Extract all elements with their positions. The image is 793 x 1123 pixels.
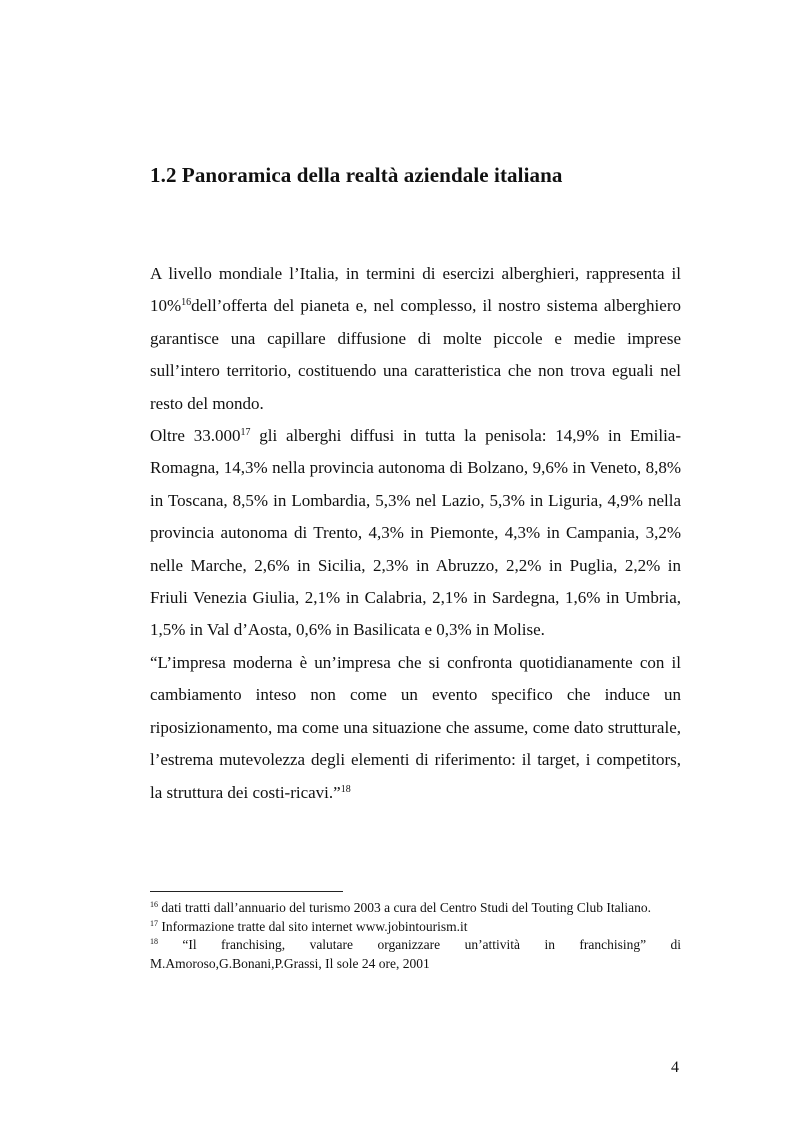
paragraph-2-text-b: gli alberghi diffusi in tutta la penisola: 14,9% in Emilia-Romagna, 14,3% nella provincia autonoma di Bolzano, 9,6% in Veneto, 8,8% in Toscana, 8,5% in Lombardia, 5,3% nel Lazio, 5,3% in Liguria, 4,9% nella provincia autonoma di Trento, 4,3% in Piemonte, 4,3% in Campania, 3,2% nelle Marche, 2,6% in Sicilia, 2,3% in Abruzzo, 2,2% in Puglia, 2,2% in Friuli Venezia Giulia, 2,1% in Calabria, 2,1% in Sardegna, 1,6% in Umbria, 1,5% in Val d’Aosta, 0,6% in Basilicata e 0,3% in Molise. — [150, 426, 681, 640]
footnote-16 — [150, 899, 681, 918]
footnote-text: Informazione tratte dal sito internet www.jobintourism.it — [158, 918, 468, 934]
paragraph-3-text: “L’impresa moderna è un’impresa che si confronta quotidianamente con il cambiamento inteso non come un evento specifico che induce un riposizionamento, ma come una situazione che assume, come dato strutturale, l’estrema mutevolezza degli elementi di riferimento: il target, i competitors, la struttura dei costi-ricavi.” — [150, 652, 681, 802]
footnote-ref-18: 18 — [340, 783, 351, 795]
page-number: 4 — [671, 1059, 679, 1076]
paragraph-1-text-a: A livello mondiale l’Italia, in termini di esercizi alberghieri, rappresenta il 10% — [150, 264, 681, 316]
paragraph-2-text-a: Oltre 33.000 — [150, 426, 241, 446]
footnote-text: “Il franchising, valutare organizzare un’attività in franchising” di M.Amoroso,G.Bonani,P.Grassi, Il sole 24 ore, 2001 — [150, 937, 681, 971]
footnote-text: dati tratti dall’annuario del turismo 2003 a cura del Centro Studi del Touting Club Italiano. — [158, 900, 651, 915]
section-heading: 1.2 Panoramica della realtà aziendale italiana — [150, 163, 563, 187]
footnote-18 — [150, 936, 681, 973]
footnote-ref-16: 16 — [181, 297, 192, 309]
footnote-divider — [150, 891, 343, 892]
paragraph-2 — [150, 420, 681, 647]
footnote-ref-17: 17 — [240, 427, 251, 439]
footnotes — [150, 899, 681, 973]
paragraph-1-text-b: dell’offerta del pianeta e, nel complesso, il nostro sistema alberghiero garantisce una capillare diffusione di molte piccole e medie imprese sull’intero territorio, costituendo una caratteristica che non trova eguali nel resto del mondo. — [150, 296, 681, 413]
footnote-number: 17 — [150, 918, 158, 928]
footnote-number: 18 — [150, 937, 158, 947]
body-text — [150, 258, 681, 809]
paragraph-1 — [150, 258, 681, 420]
footnote-17 — [150, 918, 681, 937]
paragraph-3 — [150, 647, 681, 809]
footnote-number: 16 — [150, 900, 158, 909]
